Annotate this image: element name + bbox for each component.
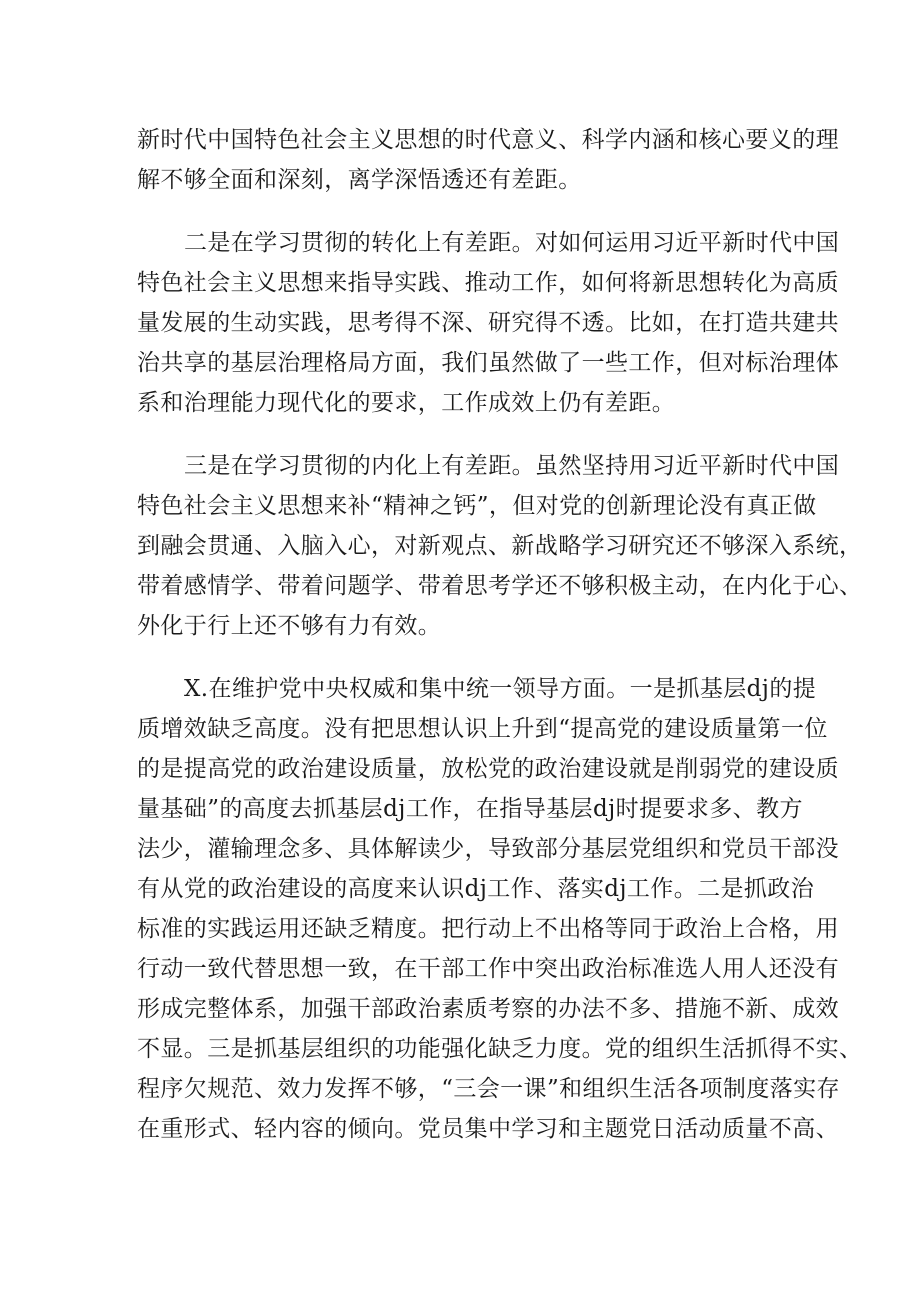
body-text-line: 治共享的基层治理格局方面，我们虽然做了一些工作，但对标治理体 [137,350,839,376]
body-text-line: 解不够全面和深刻，离学深悟透还有差距。 [137,167,582,193]
body-text-line: 的是提高党的政治建设质量，放松党的政治建设就是削弱党的建设质 [137,756,839,782]
body-text-line: 不显。三是抓基层组织的功能强化缺乏力度。党的组织生活抓得不实、 [137,1036,863,1062]
body-text-line: 外化于行上还不够有力有效。 [137,613,442,639]
body-text-line: 量发展的生动实践，思考得不深、研究得不透。比如，在打造共建共 [137,310,839,336]
body-text-line: 有从党的政治建设的高度来认识dj工作、落实dj工作。二是抓政治 [137,876,815,902]
body-text-line: 在重形式、轻内容的倾向。党员集中学习和主题党日活动质量不高、 [137,1116,839,1142]
body-text-line: 特色社会主义思想来指导实践、推动工作，如何将新思想转化为高质 [137,270,839,296]
body-text-line: 标准的实践运用还缺乏精度。把行动上不出格等同于政治上合格，用 [137,916,839,942]
paragraph-first-line: 三是在学习贯彻的内化上有差距。虽然坚持用习近平新时代中国 [184,453,840,479]
body-text-line: 到融会贯通、入脑入心，对新观点、新战略学习研究还不够深入系统， [137,533,863,559]
body-text-line: 形成完整体系，加强干部政治素质考察的办法不多、措施不新、成效 [137,996,839,1022]
paragraph-first-line: 二是在学习贯彻的转化上有差距。对如何运用习近平新时代中国 [184,230,840,256]
body-text-line: 带着感情学、带着问题学、带着思考学还不够积极主动，在内化于心、 [137,573,863,599]
body-text-line: 法少，灌输理念多、具体解读少，导致部分基层党组织和党员干部没 [137,836,839,862]
body-text-line: 新时代中国特色社会主义思想的时代意义、科学内涵和核心要义的理 [137,127,839,153]
body-text-line: 系和治理能力现代化的要求，工作成效上仍有差距。 [137,390,676,416]
body-text-line: 特色社会主义思想来补“精神之钙”，但对党的创新理论没有真正做 [137,493,817,519]
body-text-line: 行动一致代替思想一致，在干部工作中突出政治标准选人用人还没有 [137,956,839,982]
body-text-line: 质增效缺乏高度。没有把思想认识上升到“提高党的建设质量第一位 [137,716,828,742]
paragraph-first-line: X.在维护党中央权威和集中统一领导方面。一是抓基层dj的提 [184,676,817,702]
body-text-line: 量基础”的高度去抓基层dj工作，在指导基层dj时提要求多、教方 [137,796,803,822]
body-text-line: 程序欠规范、效力发挥不够，“三会一课”和组织生活各项制度落实存 [137,1076,840,1102]
